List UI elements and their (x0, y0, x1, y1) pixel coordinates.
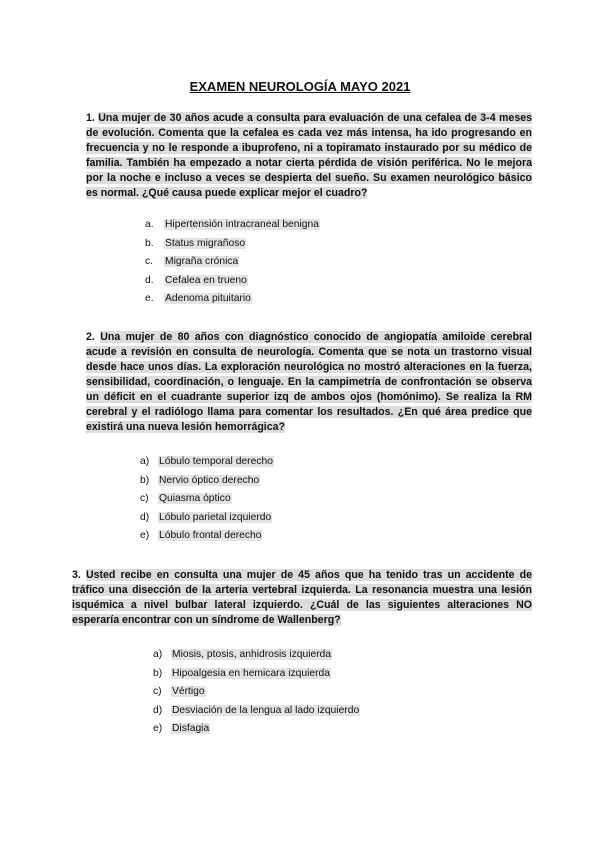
question-3 (72, 568, 532, 628)
option-text: Lóbulo temporal derecho (159, 456, 273, 467)
option-text: Desviación de la lengua al lado izquierdo (172, 704, 360, 716)
option-label: c. (145, 256, 154, 267)
option-label: e) (140, 530, 150, 541)
option-item[interactable] (145, 292, 320, 311)
option-item[interactable] (145, 274, 320, 293)
option-item[interactable] (153, 722, 360, 741)
option-item[interactable] (140, 455, 274, 474)
question-number: 2. (86, 331, 95, 343)
option-label: b. (145, 237, 154, 249)
question-text: Usted recibe en consulta una mujer de 45 años que ha tenido tras un accidente de tráfico una disección de la arteria vertebral izquierda. La resonancia muestra una lesión isquémica a nivel bulbar lateral izquierdo. ¿Cuál de las siguientes alteraciones NO esperaría encontrar con un síndrome de Wallenberg? (72, 569, 532, 626)
option-text: Adenoma pituitario (165, 293, 251, 304)
question-text: Una mujer de 80 años con diagnóstico conocido de angiopatía amiloide cerebral acude a revisión en consulta de neurología. Comenta que se nota un trastorno visual desde hace unos días. La exploración neurológica no mostró alteraciones en la fuerza, sensibilidad, coordinación, o lenguaje. En la campimetría de confrontación se observa un déficit en el cuadrante superior izq de ambos ojos (homónimo). Se realiza la RM cerebral y el radiólogo llama para comentar los resultados. ¿En qué área predice que existirá una nueva lesión hemorrágica? (86, 331, 532, 433)
option-text: Nervio óptico derecho (159, 474, 260, 486)
option-label: a) (153, 649, 163, 660)
option-label: b) (153, 667, 163, 679)
option-item[interactable] (140, 474, 274, 493)
option-item[interactable] (153, 685, 360, 704)
options-list-3 (153, 648, 360, 741)
options-list-1 (145, 218, 320, 311)
option-item[interactable] (153, 648, 360, 667)
option-text: Hipoalgesia en hemicara izquierda (172, 667, 330, 679)
option-label: c) (153, 686, 162, 697)
option-text: Quiasma óptico (159, 493, 231, 504)
option-item[interactable] (153, 704, 360, 723)
option-item[interactable] (145, 255, 320, 274)
option-text: Migraña crónica (165, 256, 239, 267)
question-number: 3. (72, 569, 81, 581)
option-text: Lóbulo parietal izquierdo (159, 511, 272, 523)
question-text: Una mujer de 30 años acude a consulta para evaluación de una cefalea de 3-4 meses de evolución. Comenta que la cefalea es cada vez más intensa, ha ido progresando en frecuencia y no le responde a ibuprofeno, ni a topiramato instaurado por su médico de familia. También ha empezado a notar cierta pérdida de visión periférica. No le mejora por la noche e incluso a veces se despierta del sueño. Su examen neurológico básico es normal. ¿Qué causa puede explicar mejor el cuadro? (86, 112, 532, 199)
question-1 (86, 111, 532, 201)
option-text: Cefalea en trueno (165, 274, 247, 286)
option-item[interactable] (153, 667, 360, 686)
option-text: Lóbulo frontal derecho (159, 530, 262, 541)
option-label: d. (145, 274, 154, 286)
option-item[interactable] (140, 492, 274, 511)
option-text: Hipertensión intracraneal benigna (165, 219, 319, 230)
option-label: d) (153, 704, 163, 716)
option-text: Vértigo (172, 686, 205, 697)
question-number: 1. (86, 112, 95, 124)
option-label: a) (140, 456, 150, 467)
option-item[interactable] (140, 529, 274, 548)
option-item[interactable] (140, 511, 274, 530)
option-label: b) (140, 474, 150, 486)
question-2 (86, 330, 532, 435)
option-label: d) (140, 511, 150, 523)
option-label: c) (140, 493, 149, 504)
option-item[interactable] (145, 237, 320, 256)
option-text: Miosis, ptosis, anhidrosis izquierda (172, 649, 332, 660)
option-text: Status migrañoso (165, 237, 246, 249)
options-list-2 (140, 455, 274, 548)
option-item[interactable] (145, 218, 320, 237)
option-label: e) (153, 723, 163, 734)
option-text: Disfagia (172, 723, 210, 734)
page-title: EXAMEN NEUROLOGÍA MAYO 2021 (189, 79, 411, 94)
option-label: e. (145, 293, 154, 304)
option-label: a. (145, 219, 154, 230)
